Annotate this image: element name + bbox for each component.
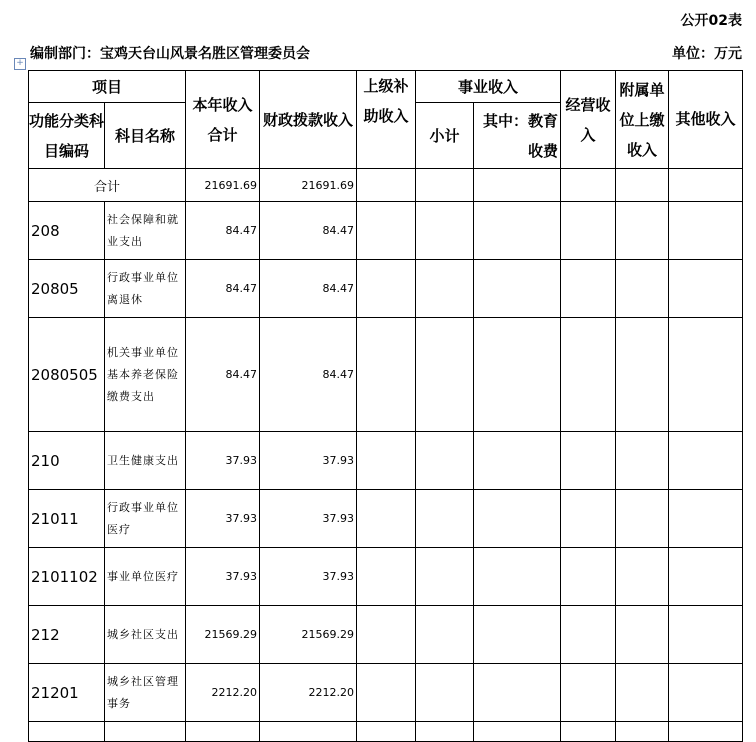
row-total: 37.93 xyxy=(186,490,260,548)
table-row xyxy=(29,606,743,664)
header-subtotal: 小计 xyxy=(416,103,474,169)
header-superior: 上级补助收入 xyxy=(357,71,416,169)
table-row xyxy=(29,260,743,318)
header-affiliated: 附属单位上缴收入 xyxy=(616,71,669,169)
row-code: 20805 xyxy=(29,260,105,318)
row-code: 2101102 xyxy=(29,548,105,606)
row-name: 机关事业单位基本养老保险缴费支出 xyxy=(105,318,186,432)
row-code: 21201 xyxy=(29,664,105,722)
row-name: 事业单位医疗 xyxy=(105,548,186,606)
row-fiscal: 37.93 xyxy=(260,548,357,606)
department-label: 编制部门：宝鸡天台山风景名胜区管理委员会 xyxy=(30,46,310,62)
header-other: 其他收入 xyxy=(669,71,743,169)
row-fiscal: 37.93 xyxy=(260,490,357,548)
header-subject-name: 科目名称 xyxy=(105,103,186,169)
row-total: 84.47 xyxy=(186,260,260,318)
row-name: 社会保障和就业支出 xyxy=(105,202,186,260)
table-row xyxy=(29,318,743,432)
row-fiscal: 84.47 xyxy=(260,260,357,318)
table-row-total xyxy=(29,169,743,202)
header-func-code: 功能分类科目编码 xyxy=(29,103,105,169)
header-fiscal: 财政拨款收入 xyxy=(260,71,357,169)
row-name: 城乡社区管理事务 xyxy=(105,664,186,722)
row-total: 2212.20 xyxy=(186,664,260,722)
row-total: 84.47 xyxy=(186,318,260,432)
income-table xyxy=(28,70,743,742)
row-fiscal: 84.47 xyxy=(260,202,357,260)
row-total: 21569.29 xyxy=(186,606,260,664)
row-name: 卫生健康支出 xyxy=(105,432,186,490)
row-code: 210 xyxy=(29,432,105,490)
row-code: 212 xyxy=(29,606,105,664)
table-move-handle-icon[interactable]: + xyxy=(14,58,26,70)
header-project: 项目 xyxy=(29,71,186,103)
table-row xyxy=(29,432,743,490)
table-row xyxy=(29,202,743,260)
header-operating: 经营收入 xyxy=(561,71,616,169)
table-row xyxy=(29,664,743,722)
table-row xyxy=(29,548,743,606)
row-fiscal: 37.93 xyxy=(260,432,357,490)
row-total: 37.93 xyxy=(186,432,260,490)
row-fiscal: 21569.29 xyxy=(260,606,357,664)
header-career: 事业收入 xyxy=(416,71,561,103)
row-code: 21011 xyxy=(29,490,105,548)
table-row xyxy=(29,490,743,548)
fiscal-amount: 21691.69 xyxy=(260,169,357,202)
row-fiscal: 2212.20 xyxy=(260,664,357,722)
unit-label: 单位：万元 xyxy=(672,46,742,62)
row-name: 行政事业单位离退休 xyxy=(105,260,186,318)
row-name: 行政事业单位医疗 xyxy=(105,490,186,548)
row-name: 城乡社区支出 xyxy=(105,606,186,664)
total-label: 合计 xyxy=(29,169,186,202)
row-code: 208 xyxy=(29,202,105,260)
header-total: 本年收入合计 xyxy=(186,71,260,169)
row-code: 2080505 xyxy=(29,318,105,432)
row-total: 37.93 xyxy=(186,548,260,606)
form-number: 公开02表 xyxy=(680,13,742,29)
row-total: 84.47 xyxy=(186,202,260,260)
total-amount: 21691.69 xyxy=(186,169,260,202)
header-education: 其中：教育收费 xyxy=(474,103,561,169)
table-row-partial xyxy=(29,722,743,742)
row-fiscal: 84.47 xyxy=(260,318,357,432)
